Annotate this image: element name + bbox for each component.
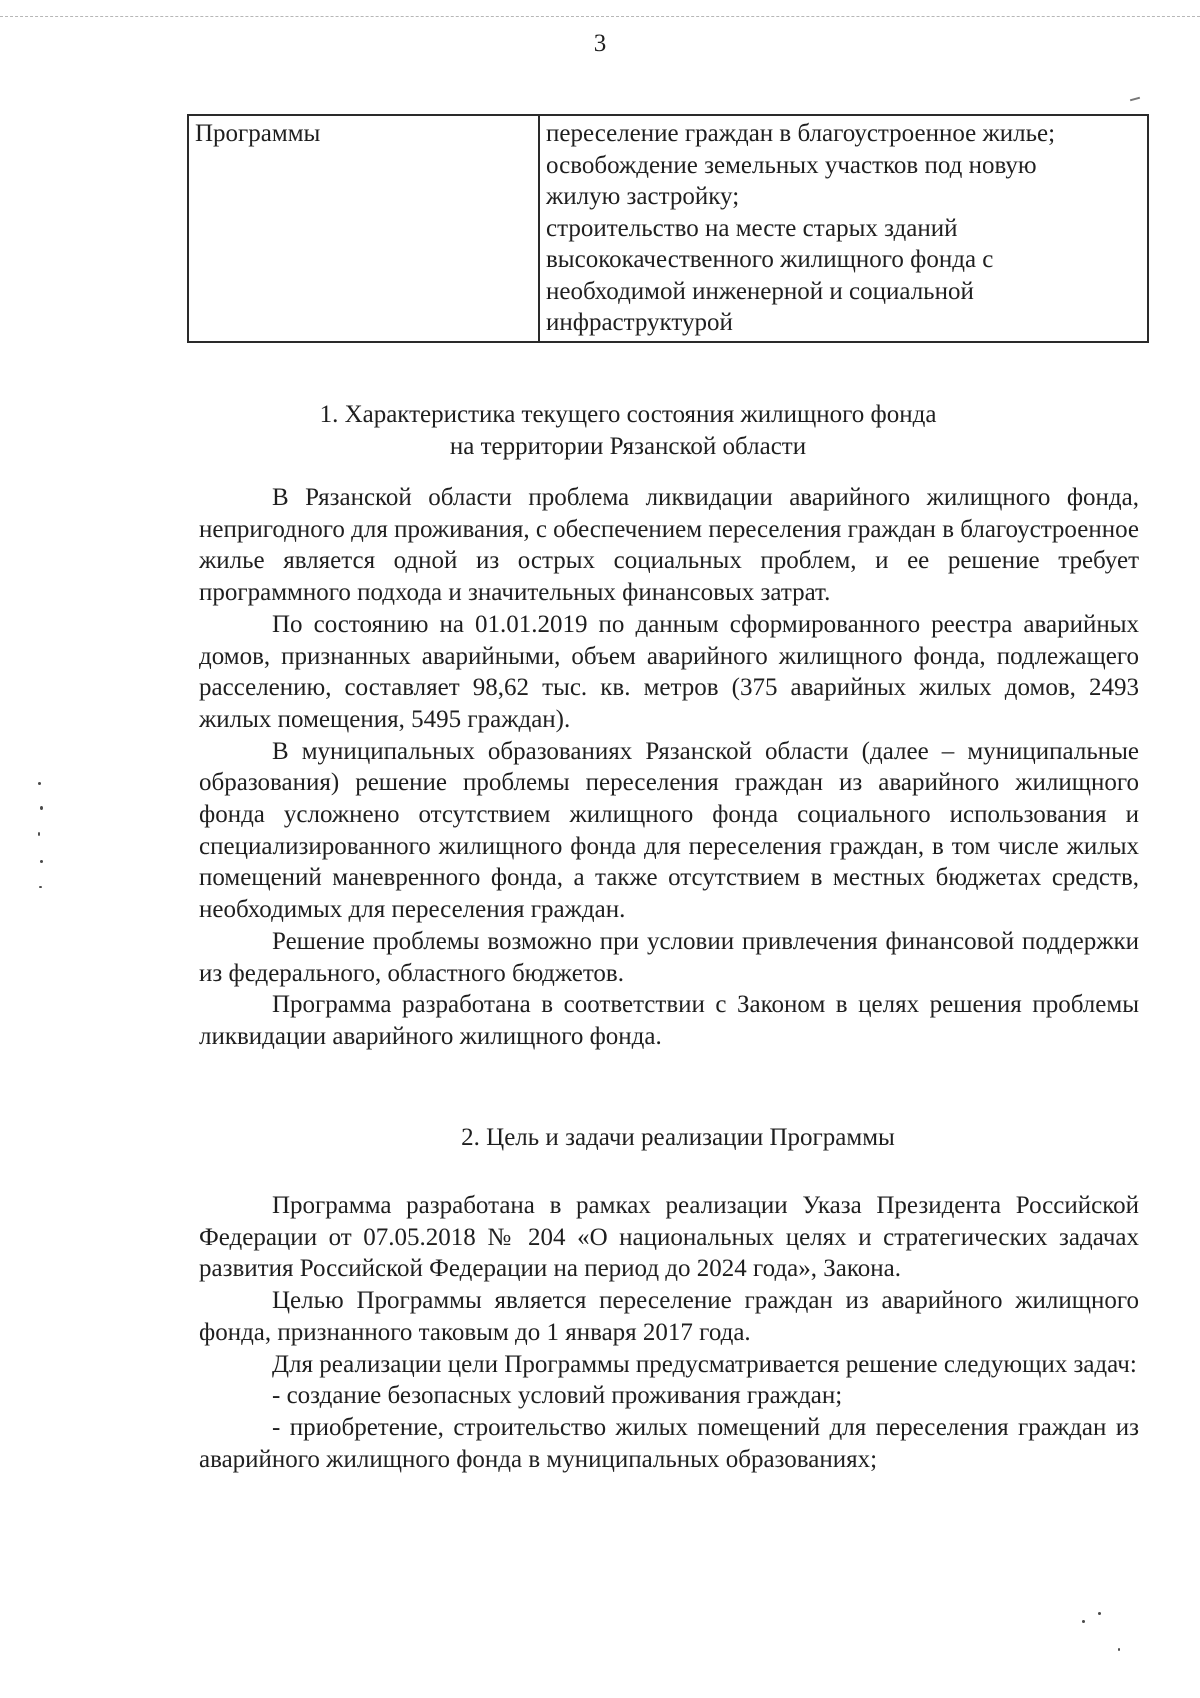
scan-speck	[1118, 1648, 1120, 1651]
list-item: - приобретение, строительство жилых помещений для переселения граждан из аварийного жилищного фонда в муниципальных образованиях;	[199, 1413, 1139, 1473]
scan-speck	[40, 806, 43, 810]
list-item: - создание безопасных условий проживания граждан;	[272, 1382, 843, 1410]
scan-speck	[40, 860, 43, 863]
table-value-cell	[539, 115, 1148, 342]
paragraph: По состоянию на 01.01.2019 по данным сформированного реестра аварийных домов, признанных аварийными, объем аварийного жилищного фонда, подлежащего расселению, составляет 98,62 тыс. кв. метров (375 аварийных жилых домов, 2493 жилых помещения, 5495 граждан).	[199, 610, 1139, 733]
scan-speck	[1098, 1612, 1101, 1615]
section-2-heading-line: 2. Цель и задачи реализации Программы	[461, 1124, 895, 1151]
paragraph: В муниципальных образованиях Рязанской области (далее – муниципальные образования) решение проблемы переселения граждан из аварийного жилищного фонда усложнено отсутствием жилищного фонда социального использования и специализированного жилищного фонда для переселения граждан, в том числе жилых помещений маневренного фонда, а также отсутствием в местных бюджетах средств, необходимых для переселения граждан.	[199, 737, 1139, 924]
table-value-line: необходимой инженерной и социальной	[546, 277, 974, 305]
section-1-body	[199, 482, 1139, 1053]
paragraph: В Рязанской области проблема ликвидации аварийного жилищного фонда, непригодного для проживания, с обеспечением переселения граждан в благоустроенное жилье является одной из острых социальных проблем, и ее решение требует программного подхода и значительных финансовых затрат.	[199, 484, 1139, 607]
table-value-line: высококачественного жилищного фонда с	[546, 246, 994, 273]
scan-speck	[38, 782, 41, 785]
scan-speck	[39, 886, 42, 888]
paragraph: Программа разработана в рамках реализации Указа Президента Российской Федерации от 07.05.2018 № 204 «О национальных целях и стратегических задачах развития Российской Федерации на период до 2024 года», Закона.	[199, 1192, 1139, 1283]
table-value-line: строительство на месте старых зданий	[546, 214, 958, 242]
paragraph: Целью Программы является переселение граждан из аварийного жилищного фонда, признанного таковым до 1 января 2017 года.	[199, 1287, 1139, 1346]
table-label-cell: Программы	[188, 115, 539, 342]
scan-mark	[1130, 97, 1140, 102]
paragraph: Программа разработана в соответствии с Законом в целях решения проблемы ликвидации аварийного жилищного фонда.	[199, 991, 1139, 1050]
table-value-line: переселение граждан в благоустроенное жилье;	[546, 120, 1056, 147]
table-value-line: инфраструктурой	[546, 309, 733, 336]
table-value-line: освобождение земельных участков под новую	[546, 151, 1037, 179]
scan-speck	[38, 832, 40, 836]
scan-edge-line	[0, 16, 1200, 17]
section-1-heading	[28, 399, 1200, 462]
section-1-heading-line: на территории Рязанской области	[449, 432, 807, 460]
section-2-heading	[78, 1122, 1200, 1154]
section-1-heading-line: 1. Характеристика текущего состояния жилищного фонда	[319, 401, 937, 428]
table-value-line: жилую застройку;	[546, 183, 740, 210]
paragraph: Для реализации цели Программы предусматривается решение следующих задач:	[272, 1350, 1137, 1378]
program-passport-table	[187, 114, 1149, 343]
table-row	[188, 115, 1148, 342]
paragraph: Решение проблемы возможно при условии привлечения финансовой поддержки из федерального, областного бюджетов.	[199, 927, 1139, 987]
scan-speck	[1082, 1620, 1085, 1623]
page-number: 3	[593, 30, 607, 57]
section-2-body	[199, 1190, 1139, 1475]
